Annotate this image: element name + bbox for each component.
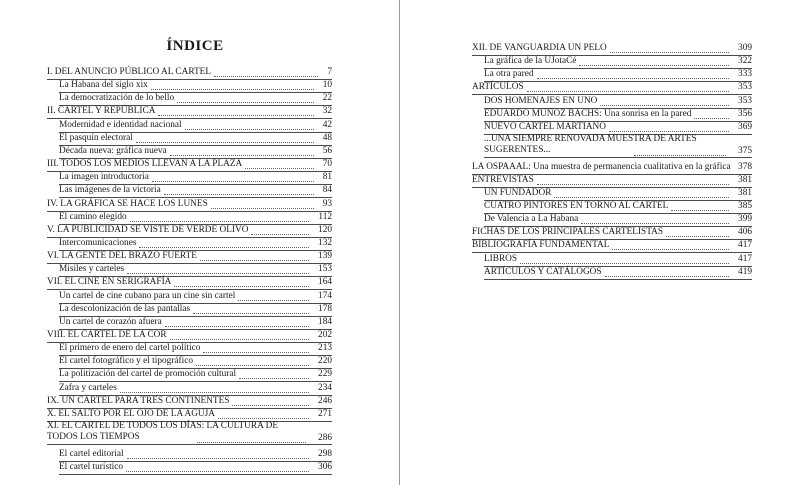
toc-dot-leader [666, 223, 729, 237]
toc-entry-page: 229 [318, 369, 332, 380]
toc-entry-title: VIII. EL CARTEL DE LA COR [47, 330, 167, 340]
toc-dot-leader [554, 184, 729, 198]
toc-dot-leader [238, 287, 309, 301]
toc-entry-page: 202 [318, 330, 332, 340]
toc-entry-title: EDUARDO MUÑOZ BACHS: Una sonrisa en la pared [484, 108, 692, 119]
toc-entry-title: X. EL SALTO POR EL OJO DE LA AGUJA [47, 408, 215, 419]
toc-entry-page: 353 [738, 95, 752, 106]
toc-entry-title: LA OSPAAAL: Una muestra de permanencia cualitativa en la gráfica [472, 161, 731, 172]
toc-entry-page: 234 [318, 382, 332, 393]
toc-dot-leader [130, 208, 309, 222]
toc-entry-title: II. CARTEL Y REPÚBLICA [47, 106, 156, 117]
toc-dot-leader [185, 116, 314, 130]
toc-entry-page: 375 [738, 146, 752, 157]
toc-dot-leader [127, 260, 309, 274]
toc-entry-title: Misiles y carteles [59, 264, 125, 275]
toc-entry-page: 81 [322, 172, 332, 183]
toc-entry-title: Un cartel de cine cubano para un cine sin cartel [59, 290, 236, 301]
toc-entry-page: 271 [318, 408, 332, 419]
toc-dot-leader [239, 365, 309, 379]
toc-entry-page: 322 [738, 56, 752, 67]
toc-entry-page: 246 [318, 395, 332, 406]
toc-entry-title: Modernidad e identidad nacional [59, 119, 182, 130]
toc-entry-title: La democratización de lo bello [59, 93, 175, 104]
toc-dot-leader [152, 168, 314, 182]
toc-entry-page: 298 [318, 448, 332, 459]
toc-entry-page: 174 [318, 290, 332, 301]
toc-entry-page: 417 [738, 240, 752, 251]
toc-dot-leader [610, 39, 729, 53]
page-title: ÍNDICE [166, 38, 224, 54]
toc-dot-leader [537, 65, 729, 79]
toc-entry-title: UN FUNDADOR [484, 187, 552, 198]
toc-entry-title: ARTÍCULOS Y CATÁLOGOS [484, 266, 602, 277]
toc-entry-page: 399 [738, 214, 752, 225]
toc-dot-leader [581, 210, 729, 224]
toc-entry-title: ...UNA SIEMPRE RENOVADA MUESTRA DE ARTES SUGERENTES... [484, 134, 697, 156]
toc-dot-leader [612, 236, 729, 250]
toc-entry-page: 213 [318, 343, 332, 354]
toc-entry-page: 153 [318, 264, 332, 275]
toc-dot-leader [158, 102, 314, 116]
toc-entry-page: 132 [318, 237, 332, 248]
toc-entry-title: Zafra y carteles [59, 382, 117, 393]
toc-entry-title: Las imágenes de la victoria [59, 185, 161, 196]
toc-dot-leader [136, 129, 314, 143]
toc-entry-page: 93 [322, 198, 332, 209]
toc-dot-leader [232, 392, 309, 406]
toc-dot-leader [527, 78, 729, 92]
toc-entry-title: La otra pared [484, 69, 534, 80]
toc-entry-title: DOS HOMENAJES EN UNO [484, 95, 598, 106]
toc-entry-title: BIBLIOGRAFÍA FUNDAMENTAL [472, 240, 610, 251]
toc-entry-page: 220 [318, 356, 332, 367]
toc-entry-title: El cartel fotográfico y el tipográfico [59, 356, 193, 367]
toc-entry-page: 378 [738, 161, 752, 172]
toc-entry-title: IX. UN CARTEL PARA TRES CONTINENTES [47, 395, 230, 406]
toc-dot-leader [218, 405, 309, 419]
toc-entry-title: El pasquín electoral [59, 132, 133, 143]
toc-entry-title: NUEVO CARTEL MARTIANO [484, 121, 606, 132]
toc-entry-page: 48 [322, 132, 332, 143]
toc-dot-leader [197, 429, 306, 443]
toc-dot-leader [251, 221, 309, 235]
toc-dot-leader [170, 142, 314, 156]
toc-entry-page: 22 [322, 93, 332, 104]
toc-entry-page: 7 [327, 67, 332, 77]
toc-dot-leader [174, 273, 309, 287]
toc-dot-leader [600, 92, 729, 106]
toc-underline [59, 474, 332, 475]
toc-entry-title: La politización del cartel de promoción cultural [59, 369, 237, 380]
toc-entry-page: 286 [318, 433, 332, 444]
toc-entry [47, 408, 332, 422]
toc-entry-title: Un cartel de corazón afuera [59, 316, 162, 327]
toc-entry-page: 306 [318, 461, 332, 472]
toc-underline [484, 157, 752, 158]
toc-entry-title: El camino elegido [59, 211, 127, 222]
toc-entry-title: La imagen introductoria [59, 172, 149, 183]
toc-entry-title: LIBROS [484, 253, 518, 264]
toc-dot-leader [170, 326, 309, 340]
toc-entry-page: 419 [738, 266, 752, 277]
toc-entry-page: 84 [322, 185, 332, 196]
toc-entry-page: 184 [318, 316, 332, 327]
toc-entry-page: 178 [318, 303, 332, 314]
toc-entry-title: La descolonización de las pantallas [59, 303, 191, 314]
toc-entry-page: 333 [738, 69, 752, 80]
toc-dot-leader [605, 263, 729, 277]
page-gutter-divider [399, 0, 400, 485]
toc-entry-page: 369 [738, 121, 752, 132]
toc-entry-title: IV. LA GRÁFICA SE HACE LOS LUNES [47, 198, 208, 209]
toc-entry-title: El primero de enero del cartel político [59, 343, 201, 354]
toc-entry-title: La gráfica de la UJotaCé [484, 56, 577, 67]
toc-dot-leader [214, 63, 318, 77]
toc-entry-page: 406 [738, 227, 752, 238]
toc-underline [484, 279, 752, 280]
toc-dot-leader [200, 247, 309, 261]
toc-entry-page: 42 [322, 119, 332, 130]
toc-entry-title: Década nueva: gráfica nueva [59, 145, 167, 156]
toc-dot-leader [165, 313, 309, 327]
toc-dot-leader [245, 155, 314, 169]
toc-entry [47, 421, 332, 445]
toc-dot-leader [211, 195, 314, 209]
toc-entry-title: ARTÍCULOS [472, 82, 524, 93]
toc-dot-leader [634, 142, 726, 156]
toc-entry-page: 381 [738, 187, 752, 198]
toc-entry [59, 461, 332, 475]
toc-entry-page: 120 [318, 224, 332, 235]
toc-entry-page: 10 [322, 80, 332, 91]
toc-entry-title: El cartel editorial [59, 448, 124, 459]
toc-entry-title: XII. DE VANGUARDIA UN PELO [472, 43, 607, 53]
toc-entry-title: VI. LA GENTE DEL BRAZO FUERTE [47, 251, 197, 262]
toc-dot-leader [120, 379, 309, 393]
toc-entry-page: 56 [322, 145, 332, 156]
toc-dot-leader [694, 105, 729, 119]
toc-entry-title: XI. EL CARTEL DE TODOS LOS DÍAS: LA CULTURA DE TODOS LOS TIEMPOS [47, 421, 279, 443]
toc-entry-title: VII. EL CINE EN SERIGRAFÍA [47, 277, 172, 288]
toc-entry-page: 417 [738, 253, 752, 264]
toc-entry-title: ENTREVISTAS [472, 174, 534, 185]
toc-entry-title: El cartel turístico [59, 461, 124, 472]
toc-entry-page: 356 [738, 108, 752, 119]
toc-entry-page: 70 [322, 159, 332, 170]
toc-dot-leader [177, 89, 314, 103]
toc-entry-title: V. LA PUBLICIDAD SE VISTE DE VERDE OLIVO [47, 224, 249, 235]
toc-entry-title: La Habana del siglo xix [59, 80, 148, 91]
toc-entry-page: 112 [318, 211, 332, 222]
toc-entry-title: CUATRO PINTORES EN TORNO AL CARTEL [484, 201, 669, 211]
toc-dot-leader [609, 118, 729, 132]
toc-dot-leader [671, 197, 729, 211]
toc-entry-page: 139 [318, 251, 332, 262]
toc-entry-page: 385 [738, 201, 752, 211]
toc-dot-leader [139, 234, 309, 248]
toc-entry-title: I. DEL ANUNCIO PÚBLICO AL CARTEL [47, 67, 212, 77]
toc-dot-leader [164, 181, 314, 195]
toc-entry [484, 121, 752, 135]
toc-entry-title: Intercomunicaciones [59, 237, 137, 248]
toc-dot-leader [127, 445, 309, 459]
toc-entry-page: 164 [318, 277, 332, 288]
toc-entry [484, 266, 752, 280]
toc-entry-title: De Valencia a La Habana [484, 214, 579, 225]
toc-entry [484, 134, 752, 158]
toc-dot-leader [126, 458, 309, 472]
toc-dot-leader [196, 352, 309, 366]
toc-entry-page: 353 [738, 82, 752, 93]
toc-dot-leader [520, 250, 729, 264]
toc-dot-leader [203, 339, 309, 353]
toc-dot-leader [537, 171, 729, 185]
toc-dot-leader [579, 52, 729, 66]
toc-entry-title: III. TODOS LOS MEDIOS LLEVAN A LA PLAZA [47, 159, 243, 170]
toc-entry-page: 309 [738, 43, 752, 53]
toc-dot-leader [193, 300, 309, 314]
toc-entry-page: 381 [738, 174, 752, 185]
toc-entry-title: FICHAS DE LOS PRINCIPALES CARTELISTAS [472, 227, 664, 238]
toc-entry-page: 32 [322, 106, 332, 117]
toc-dot-leader [151, 76, 314, 90]
